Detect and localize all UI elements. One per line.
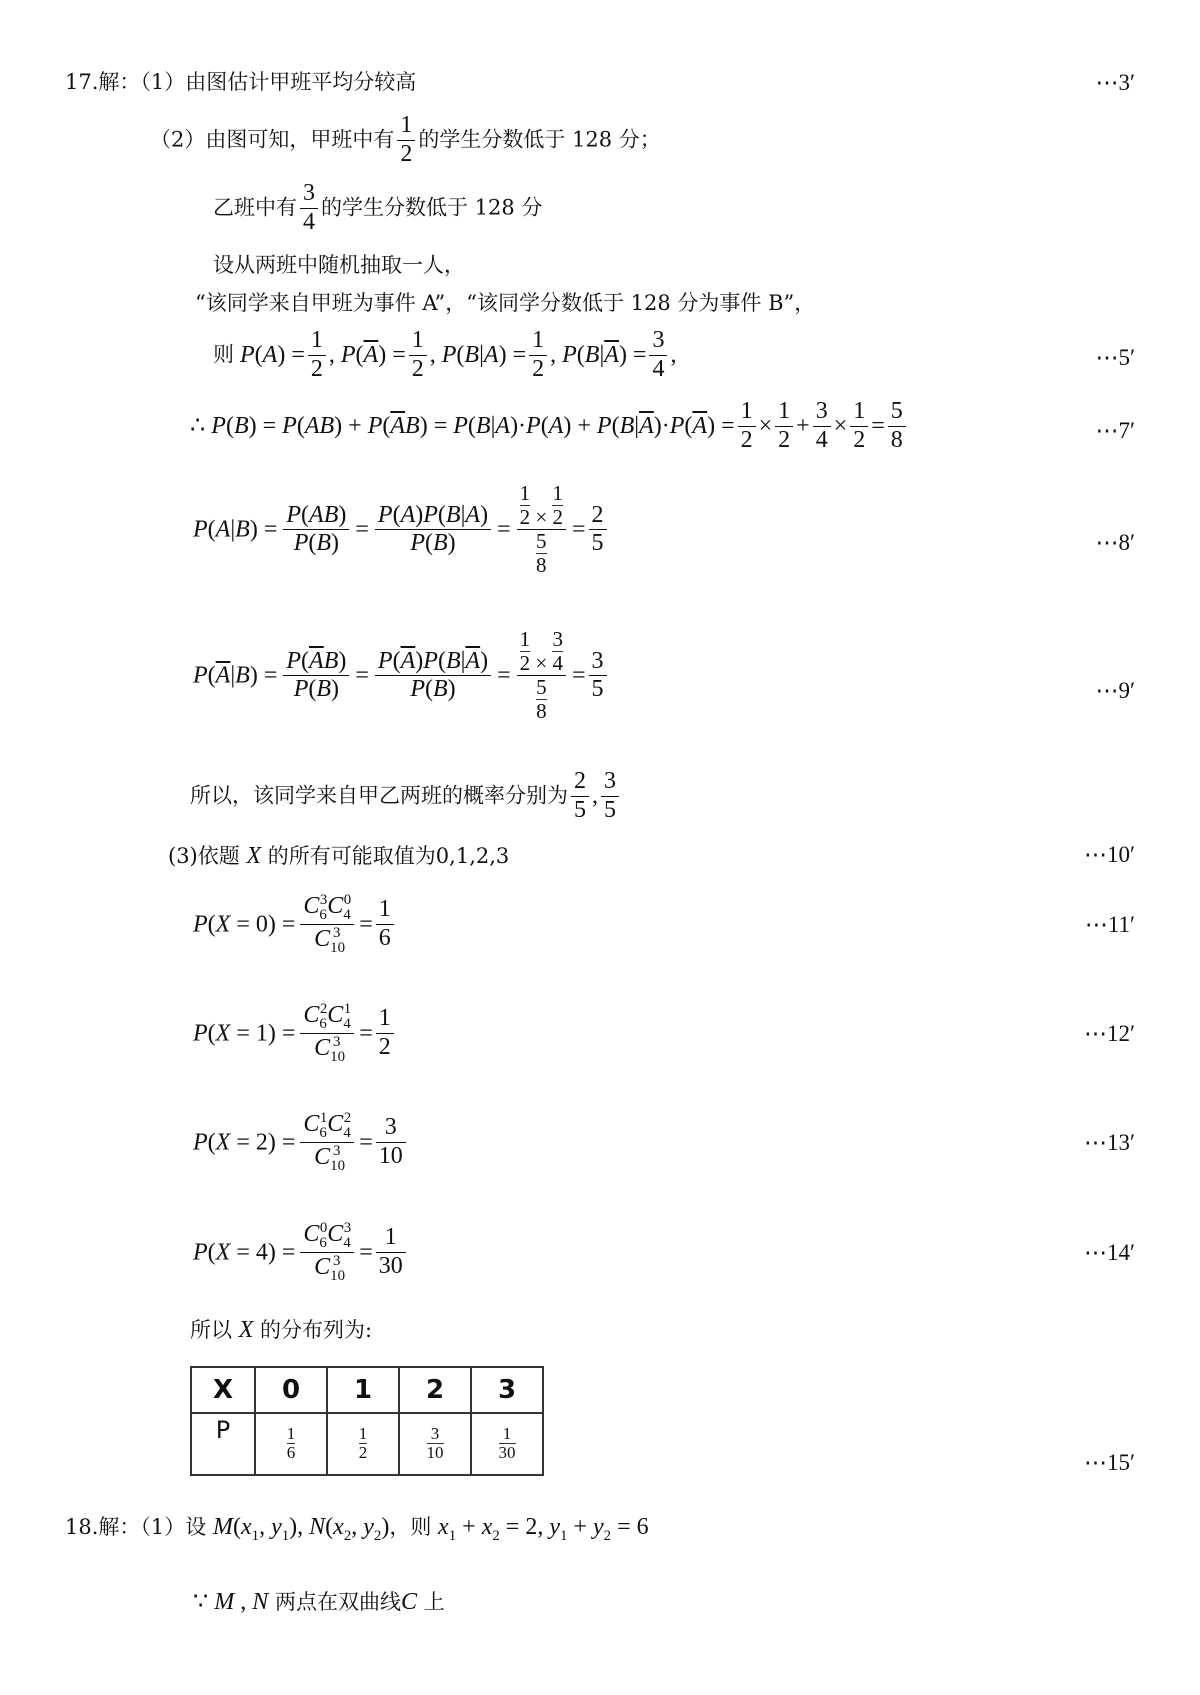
fraction-two-fifths: $\frac{2}{5}$ bbox=[571, 768, 589, 824]
score-14: ⋯14′ bbox=[1083, 1240, 1135, 1265]
table-cell: 0 bbox=[255, 1367, 327, 1413]
score-8: ⋯8′ bbox=[1095, 530, 1135, 555]
fraction-three-fifths: $\frac{3}{5}$ bbox=[601, 768, 619, 824]
distribution-caption: 所以 X 的分布列为: bbox=[190, 1317, 373, 1343]
distribution-table bbox=[190, 1366, 544, 1476]
score-13: ⋯13′ bbox=[1083, 1130, 1135, 1155]
table-cell: 2 bbox=[399, 1367, 471, 1413]
q17-part2-line4: “该同学来自甲班为事件 A”，“该同学分数低于 128 分为事件 B”， bbox=[195, 291, 816, 315]
q17-part1 bbox=[65, 72, 416, 93]
table-cell: $\frac{3}{10}$ bbox=[399, 1413, 471, 1475]
table-cell: $\frac{1}{30}$ bbox=[471, 1413, 543, 1475]
table-cell: 1 bbox=[327, 1367, 399, 1413]
q17-part2-intro: （2）由图可知，甲班中有 $\frac{1}{2}$ 的学生分数低于 128 分； bbox=[150, 112, 661, 167]
fraction-one-half: $\frac{1}{2}$ bbox=[397, 112, 415, 168]
table-cell: $\frac{1}{2}$ bbox=[327, 1413, 399, 1475]
q18-label: 18.解： bbox=[65, 1515, 141, 1539]
q17-part2-conclusion: 所以，该同学来自甲乙两班的概率分别为 $\frac{2}{5}$ , $\frac{3}{5}$ bbox=[190, 768, 622, 824]
px-0: P(X = 0) = $\frac{C_6^3C_4^0}{C_{10}^3}$ = $\frac{1}{6}$ bbox=[193, 892, 397, 957]
q18-line2: ∵ M , N 两点在双曲线C 上 bbox=[193, 1589, 445, 1615]
q17-part2-line3: 设从两班中随机抽取一人， bbox=[213, 253, 465, 277]
score-7: ⋯7′ bbox=[1095, 418, 1135, 443]
q17-label: 17.解： bbox=[65, 70, 141, 94]
bayes-abar-given-b: $P(\overline{A}|B)$ = $\frac{P(\overline{A}B)}{P(B)}$ = $\frac{P(\overline{A})P(B|\overline{A})}{P(B)}$ = $\frac{1}{2}$ × $\frac{3}{4}$ $\frac{5}{8}$ = $\frac{3}{5}$ bbox=[193, 628, 610, 723]
table-cell: $\frac{1}{6}$ bbox=[255, 1413, 327, 1475]
table-cell: P bbox=[191, 1413, 255, 1475]
score-11: ⋯11′ bbox=[1084, 912, 1135, 937]
score-5: ⋯5′ bbox=[1095, 345, 1135, 370]
q17-part3-intro: (3)依题 X 的所有可能取值为0,1,2,3 bbox=[168, 843, 510, 869]
q17-part2-line2: 乙班中有 $\frac{3}{4}$ 的学生分数低于 128 分 bbox=[213, 180, 543, 235]
total-probability-line: ∴ $P(B) = P(AB) + P(\overline{A}B) = P(B|A)\cdot P(A) + P(B|\overline{A})\cdot P(\overline{A})$ = $\frac{1}{2}$ × $\frac{1}{2}$ + $\frac{3}{4}$ × $\frac{1}{2}$ = $\frac{5}{8}$ bbox=[190, 398, 909, 454]
q18-line1: 18.解：（1）设 $M(x_1$, $y_1$), $N(x_2$, $y_2$)，则 $x_1 + x_2 = 2$, $y_1 + y_2 = 6$ bbox=[65, 1514, 649, 1544]
table-cell: X bbox=[191, 1367, 255, 1413]
score-10: ⋯10′ bbox=[1083, 842, 1135, 867]
table-header-row bbox=[191, 1367, 543, 1413]
px-1: P(X = 1) = $\frac{C_6^2C_4^1}{C_{10}^3}$ = $\frac{1}{2}$ bbox=[193, 1001, 397, 1066]
px-2: P(X = 2) = $\frac{C_6^1C_4^2}{C_{10}^3}$ = $\frac{3}{10}$ bbox=[193, 1110, 409, 1175]
table-cell: 3 bbox=[471, 1367, 543, 1413]
prob-assignment-line: 则 P(A) = $\frac{1}{2}$ , $P(\overline{A})$ = $\frac{1}{2}$ , P(B|A) = $\frac{1}{2}$ , $P(B|\overline{A})$ = $\frac{3}{4}$ , bbox=[213, 327, 677, 382]
fraction-three-quarters: $\frac{3}{4}$ bbox=[300, 180, 318, 236]
bayes-a-given-b: P(A|B) = $\frac{P(AB)}{P(B)}$ = $\frac{P(A)P(B|A)}{P(B)}$ = $\frac{1}{2}$ × $\frac{1}{2}$ $\frac{5}{8}$ = $\frac{2}{5}$ bbox=[193, 482, 610, 577]
q17-part1-text: （1）由图估计甲班平均分较高 bbox=[140, 70, 417, 94]
score-12: ⋯12′ bbox=[1083, 1021, 1135, 1046]
score-15: ⋯15′ bbox=[1083, 1450, 1135, 1475]
table-row bbox=[191, 1413, 543, 1475]
score-9: ⋯9′ bbox=[1095, 678, 1135, 703]
px-4: P(X = 4) = $\frac{C_6^0C_4^3}{C_{10}^3}$ = $\frac{1}{30}$ bbox=[193, 1220, 409, 1285]
score-3: ⋯3′ bbox=[1095, 70, 1135, 95]
